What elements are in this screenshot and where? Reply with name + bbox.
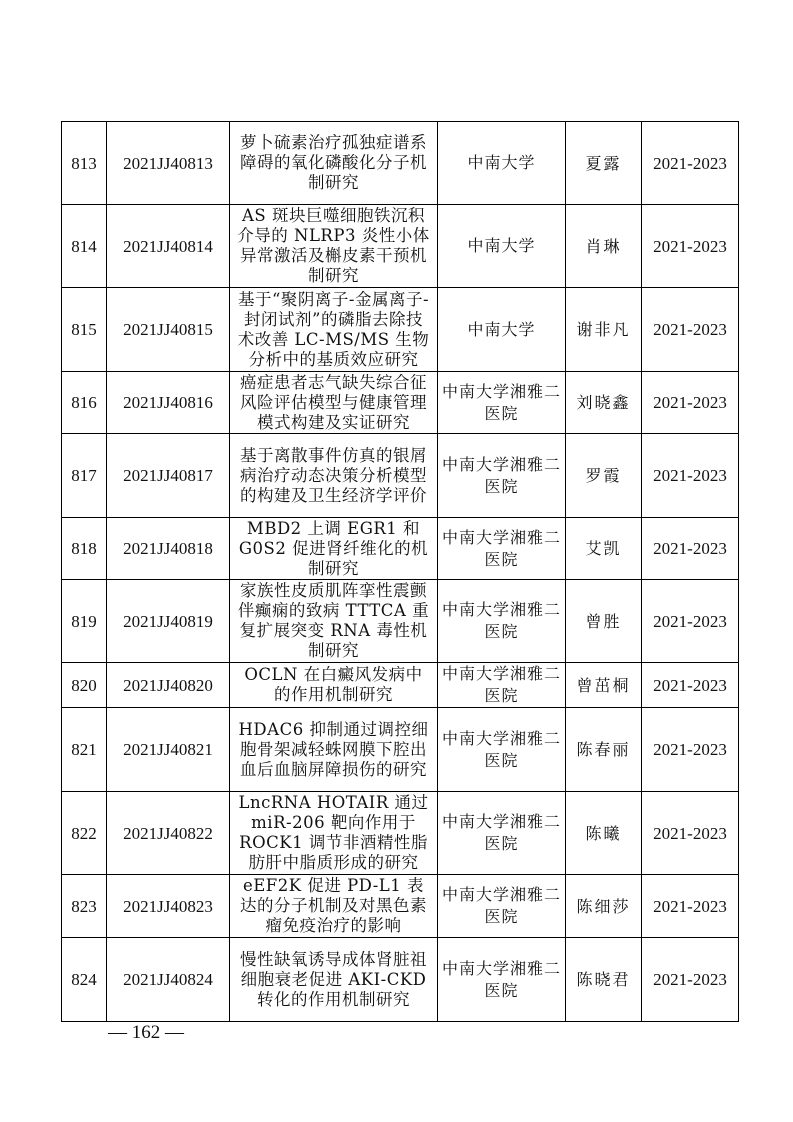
project-code-cell: 2021JJ40818: [107, 518, 230, 580]
project-code-cell: 2021JJ40820: [107, 663, 230, 708]
serial-number-cell: 821: [62, 708, 107, 792]
project-leader-cell: 肖琳: [566, 205, 642, 288]
project-title-cell: eEF2K 促进 PD-L1 表达的分子机制及对黑色素瘤免疫治疗的影响: [230, 875, 438, 938]
table-row: [62, 372, 739, 434]
host-unit-cell: 中南大学湘雅二医院: [438, 938, 566, 1022]
page-number: — 162 —: [108, 1022, 184, 1043]
host-unit-cell: 中南大学: [438, 122, 566, 205]
project-period-cell: 2021-2023: [642, 792, 739, 875]
project-title-cell: 慢性缺氧诱导成体肾脏祖细胞衰老促进 AKI-CKD 转化的作用机制研究: [230, 938, 438, 1022]
project-period-cell: 2021-2023: [642, 205, 739, 288]
table-row: [62, 122, 739, 205]
table-row: [62, 792, 739, 875]
project-code-cell: 2021JJ40824: [107, 938, 230, 1022]
host-unit-cell: 中南大学湘雅二医院: [438, 663, 566, 708]
project-period-cell: 2021-2023: [642, 663, 739, 708]
serial-number-cell: 824: [62, 938, 107, 1022]
project-leader-cell: 曾茁桐: [566, 663, 642, 708]
host-unit-cell: 中南大学湘雅二医院: [438, 372, 566, 434]
project-leader-cell: 艾凯: [566, 518, 642, 580]
table-row: [62, 518, 739, 580]
project-leader-cell: 陈晓君: [566, 938, 642, 1022]
host-unit-cell: 中南大学湘雅二医院: [438, 434, 566, 518]
project-title-cell: 癌症患者志气缺失综合征风险评估模型与健康管理模式构建及实证研究: [230, 372, 438, 434]
project-period-cell: 2021-2023: [642, 122, 739, 205]
host-unit-cell: 中南大学湘雅二医院: [438, 518, 566, 580]
project-code-cell: 2021JJ40822: [107, 792, 230, 875]
project-period-cell: 2021-2023: [642, 288, 739, 372]
table-row: [62, 580, 739, 663]
project-leader-cell: 陈春丽: [566, 708, 642, 792]
project-title-cell: MBD2 上调 EGR1 和 G0S2 促进肾纤维化的机制研究: [230, 518, 438, 580]
host-unit-cell: 中南大学: [438, 288, 566, 372]
project-leader-cell: 陈曦: [566, 792, 642, 875]
project-leader-cell: 谢非凡: [566, 288, 642, 372]
table-row: [62, 434, 739, 518]
host-unit-cell: 中南大学湘雅二医院: [438, 792, 566, 875]
project-leader-cell: 刘晓鑫: [566, 372, 642, 434]
project-period-cell: 2021-2023: [642, 708, 739, 792]
serial-number-cell: 816: [62, 372, 107, 434]
serial-number-cell: 819: [62, 580, 107, 663]
host-unit-cell: 中南大学湘雅二医院: [438, 580, 566, 663]
project-table: [61, 121, 739, 1022]
project-code-cell: 2021JJ40823: [107, 875, 230, 938]
project-title-cell: 基于离散事件仿真的银屑病治疗动态决策分析模型的构建及卫生经济学评价: [230, 434, 438, 518]
table-row: [62, 288, 739, 372]
serial-number-cell: 813: [62, 122, 107, 205]
project-code-cell: 2021JJ40821: [107, 708, 230, 792]
project-title-cell: HDAC6 抑制通过调控细胞骨架减轻蛛网膜下腔出血后血脑屏障损伤的研究: [230, 708, 438, 792]
serial-number-cell: 815: [62, 288, 107, 372]
project-leader-cell: 曾胜: [566, 580, 642, 663]
serial-number-cell: 823: [62, 875, 107, 938]
project-code-cell: 2021JJ40819: [107, 580, 230, 663]
project-period-cell: 2021-2023: [642, 580, 739, 663]
project-period-cell: 2021-2023: [642, 875, 739, 938]
project-code-cell: 2021JJ40816: [107, 372, 230, 434]
project-code-cell: 2021JJ40814: [107, 205, 230, 288]
project-leader-cell: 陈细莎: [566, 875, 642, 938]
project-period-cell: 2021-2023: [642, 434, 739, 518]
project-title-cell: 基于“聚阴离子-金属离子-封闭试剂”的磷脂去除技术改善 LC-MS/MS 生物分析中的基质效应研究: [230, 288, 438, 372]
table-row: [62, 205, 739, 288]
project-period-cell: 2021-2023: [642, 372, 739, 434]
table-row: [62, 875, 739, 938]
project-title-cell: AS 斑块巨噬细胞铁沉积介导的 NLRP3 炎性小体异常激活及槲皮素干预机制研究: [230, 205, 438, 288]
serial-number-cell: 814: [62, 205, 107, 288]
serial-number-cell: 822: [62, 792, 107, 875]
host-unit-cell: 中南大学湘雅二医院: [438, 708, 566, 792]
project-title-cell: OCLN 在白癜风发病中的作用机制研究: [230, 663, 438, 708]
project-title-cell: 家族性皮质肌阵挛性震颤伴癫痫的致病 TTTCA 重复扩展突变 RNA 毒性机制研究: [230, 580, 438, 663]
project-leader-cell: 夏露: [566, 122, 642, 205]
project-code-cell: 2021JJ40817: [107, 434, 230, 518]
project-code-cell: 2021JJ40813: [107, 122, 230, 205]
host-unit-cell: 中南大学湘雅二医院: [438, 875, 566, 938]
project-title-cell: LncRNA HOTAIR 通过 miR-206 靶向作用于 ROCK1 调节非酒精性脂肪肝中脂质形成的研究: [230, 792, 438, 875]
project-leader-cell: 罗霞: [566, 434, 642, 518]
serial-number-cell: 817: [62, 434, 107, 518]
serial-number-cell: 820: [62, 663, 107, 708]
host-unit-cell: 中南大学: [438, 205, 566, 288]
project-code-cell: 2021JJ40815: [107, 288, 230, 372]
serial-number-cell: 818: [62, 518, 107, 580]
project-table-body: [62, 122, 739, 1022]
project-period-cell: 2021-2023: [642, 938, 739, 1022]
table-row: [62, 708, 739, 792]
table-row: [62, 663, 739, 708]
table-row: [62, 938, 739, 1022]
project-title-cell: 萝卜硫素治疗孤独症谱系障碍的氧化磷酸化分子机制研究: [230, 122, 438, 205]
project-period-cell: 2021-2023: [642, 518, 739, 580]
